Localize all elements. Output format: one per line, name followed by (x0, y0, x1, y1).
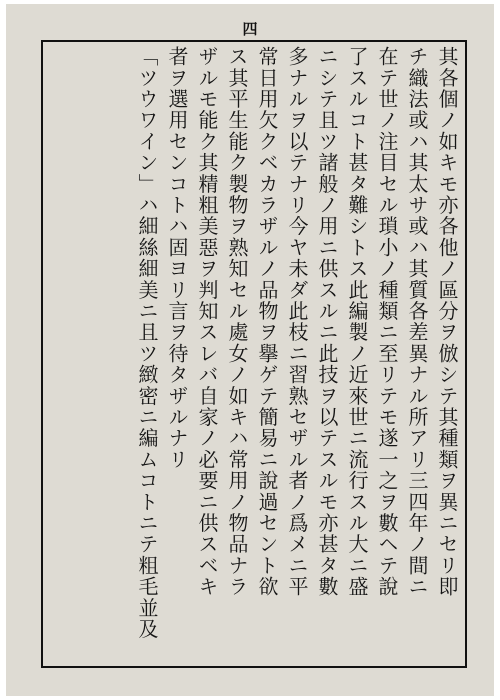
text-line: 在テ世ノ注目セル瑣小ノ種類ニ至リテモ遂一之ヲ數ヘテ說 (375, 46, 399, 598)
text-line: 常日用欠クベカラザルノ品物ヲ擧ゲテ簡易ニ說過セント欲 (255, 46, 279, 598)
text-line: ニシテ且ツ諸般ノ用ニ供スルニ此技ヲ以テスルモ亦甚タ數 (315, 46, 339, 598)
text-line: ザルモ能ク其精粗美惡ヲ判知スレバ自家ノ必要ニ供スベキ (195, 46, 219, 598)
text-line: 多ナルヲ以テナリ今ヤ未ダ此枝ニ習熟セザル者ノ爲メニ平 (285, 46, 309, 598)
text-line: 了スルコト甚タ難シトス此編製ノ近來世ニ流行スル大ニ盛 (345, 46, 369, 598)
text-line: チ織法或ハ其太サ或ハ其質各差異ナル所アリ三四年ノ間ニ (405, 46, 429, 598)
text-line: 者ヲ選用センコトハ固ヨリ言ヲ待タザルナリ (165, 46, 189, 470)
page-number: 四 (242, 20, 258, 38)
text-line: 其各個ノ如キモ亦各他ノ區分ヲ倣シテ其種類ヲ異ニセリ即 (435, 46, 459, 598)
vertical-text-body (48, 46, 462, 662)
text-line: 「ツウワイン」ハ細絲細美ニ且ツ緻密ニ編ムコトニテ粗毛並及 (135, 46, 159, 640)
text-line: ス其平生能ク製物ヲ熟知セル處女ノ如キハ常用ノ物品ナラ (225, 46, 249, 598)
